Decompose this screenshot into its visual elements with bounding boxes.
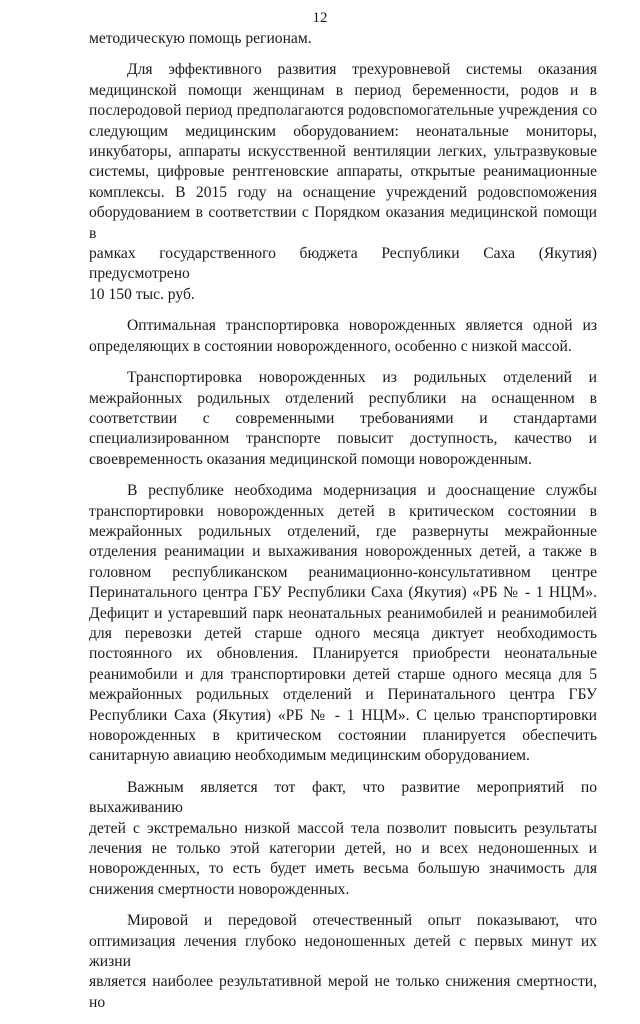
text-line: инкубаторы, аппараты искусственной вентиляции легких, ультразвуковые — [89, 143, 597, 161]
text-line: определяющих в состоянии новорожденного, особенно с низкой массой. — [89, 337, 572, 355]
text-line: соответствии с современными требованиями и стандартами — [89, 409, 597, 427]
paragraph — [89, 29, 597, 49]
text-line: постоянного их обновления. Планируется приобрести неонатальные — [89, 645, 597, 663]
document-body — [89, 29, 597, 1024]
text-line: Мировой и передовой отечественный опыт показывают, что — [127, 912, 597, 930]
paragraph — [89, 316, 597, 357]
text-line: Важным является тот факт, что развитие мероприятий по выхаживанию — [89, 778, 597, 817]
text-line: послеродовой период предполагаются родовспомогательные учреждения со — [89, 102, 597, 120]
text-line: В республике необходима модернизация и дооснащение службы — [127, 482, 597, 500]
text-line: рамках государственного бюджета Республики Саха (Якутия) предусмотрено — [89, 245, 597, 283]
paragraph — [89, 60, 597, 305]
text-line: является наиболее результативной мерой не только снижения смертности, но — [89, 973, 597, 1011]
text-line: специализированном транспорте повысит доступность, качество и — [89, 430, 597, 448]
text-line: Транспортировка новорожденных из родильных отделений и — [127, 369, 597, 387]
text-line: межрайонных родильных отделений, где развернуты межрайонные — [89, 522, 597, 540]
text-line: реанимобили и для транспортировки детей старше одного месяца для 5 — [89, 665, 597, 683]
text-line: для перевозки детей старше одного месяца диктует необходимость — [89, 624, 597, 642]
paragraph — [89, 778, 597, 900]
text-line: следующим медицинским оборудованием: неонатальные мониторы, — [89, 122, 597, 140]
text-line: транспортировки новорожденных детей в критическом состоянии в — [89, 502, 597, 520]
text-line: Оптимальная транспортировка новорожденных является одной из — [127, 317, 597, 335]
text-line: снижения смертности новорожденных. — [89, 880, 350, 898]
text-line: межрайонных родильных отделений и Перинатального центра ГБУ — [89, 686, 597, 704]
paragraph — [89, 368, 597, 470]
text-line: лечения не только этой категории детей, но и всех недоношенных и — [89, 840, 597, 858]
text-line: Перинатального центра ГБУ Республики Саха (Якутия) «РБ № - 1 НЦМ». — [89, 584, 597, 602]
text-line: комплексы. В 2015 году на оснащение учреждений родовспоможения — [89, 183, 597, 201]
text-line: новорожденных, то есть будет иметь весьма большую значимость для — [89, 860, 597, 878]
text-line: Дефицит и устаревший парк неонатальных реанимобилей и реанимобилей — [89, 604, 597, 622]
text-line: детей с экстремально низкой массой тела позволит повысить результаты — [89, 819, 597, 837]
text-line: медицинской помощи женщинам в период беременности, родов и в — [89, 81, 597, 99]
text-line: методическую помощь регионам. — [89, 30, 312, 47]
text-line: головном республиканском реанимационно-консультативном центре — [89, 563, 597, 581]
text-line: Республики Саха (Якутия) «РБ № - 1 НЦМ». С целью транспортировки — [89, 706, 597, 724]
page-number: 12 — [312, 10, 328, 26]
text-line: санитарную авиацию необходимым медицинским оборудованием. — [89, 747, 530, 765]
text-line: новорожденных в критическом состоянии планируется обеспечить — [89, 727, 597, 744]
paragraph — [89, 911, 597, 1013]
text-line: Для эффективного развития трехуровневой системы оказания — [127, 61, 597, 79]
text-line: 10 150 тыс. руб. — [89, 285, 195, 303]
text-line: системы, цифровые рентгеновские аппараты, открытые реанимационные — [89, 163, 597, 181]
text-line: оборудованием в соответствии с Порядком оказания медицинской помощи в — [89, 204, 597, 242]
text-line: отделения реанимации и выхаживания новорожденных детей, а также в — [89, 543, 597, 561]
text-line: межрайонных родильных отделений республики на оснащенном в — [89, 389, 597, 407]
paragraph — [89, 481, 597, 767]
text-line: оптимизация лечения глубоко недоношенных детей с первых минут их жизни — [89, 932, 597, 971]
text-line: своевременность оказания медицинской помощи новорожденным. — [89, 450, 532, 468]
